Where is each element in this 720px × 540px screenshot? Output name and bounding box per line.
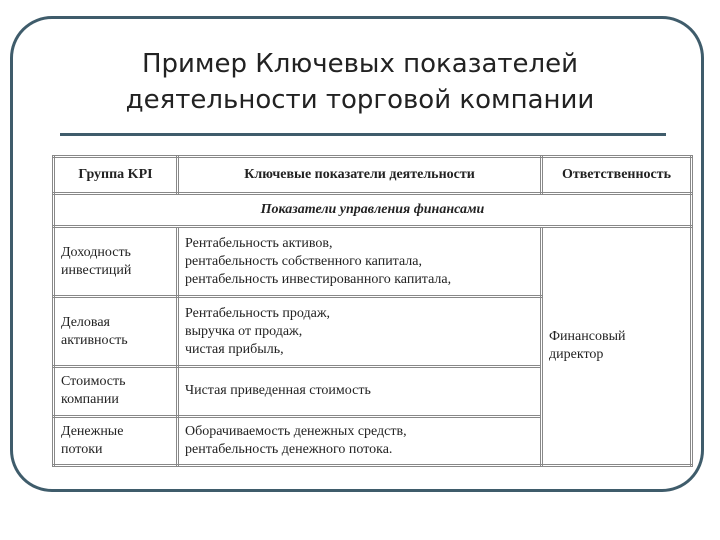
kpi-table	[52, 155, 693, 467]
kpi-group-line: компании	[61, 392, 119, 408]
responsibility-cell	[542, 227, 692, 466]
table-row	[54, 227, 692, 297]
kpi-group-cell	[54, 297, 178, 367]
responsible-line: директор	[549, 347, 604, 362]
indicator-line: рентабельность собственного капитала,	[185, 253, 423, 269]
indicator-line: Рентабельность продаж,	[185, 305, 330, 321]
indicators-cell	[178, 227, 542, 297]
kpi-group-line: Доходность	[61, 244, 131, 260]
kpi-group-cell	[54, 416, 178, 465]
kpi-group-line: Деловая	[61, 314, 110, 330]
table-header-row	[54, 157, 692, 194]
kpi-group-cell	[54, 227, 178, 297]
slide-title	[40, 46, 680, 118]
indicator-line: Рентабельность активов,	[185, 235, 333, 251]
indicator-line: рентабельность денежного потока.	[185, 441, 393, 457]
indicators-cell	[178, 297, 542, 367]
indicators-cell	[178, 416, 542, 465]
kpi-group-line: инвестиций	[61, 262, 132, 278]
indicator-line: выручка от продаж,	[185, 323, 303, 339]
kpi-group-line: Денежные	[61, 423, 124, 439]
indicators-cell	[178, 367, 542, 416]
section-row	[54, 194, 692, 227]
header-indicators: Ключевые показатели деятельности	[178, 157, 542, 194]
header-responsibility: Ответственность	[542, 157, 692, 194]
section-title: Показатели управления финансами	[54, 194, 692, 227]
title-line-2: деятельности торговой компании	[125, 85, 595, 115]
kpi-group-cell	[54, 367, 178, 416]
kpi-group-line: активность	[61, 332, 128, 348]
kpi-group-line: потоки	[61, 441, 103, 457]
indicator-line: Чистая приведенная стоимость	[185, 383, 371, 399]
title-line-1: Пример Ключевых показателей	[141, 49, 579, 79]
indicator-line: чистая прибыль,	[185, 341, 284, 357]
header-kpi-group: Группа KPI	[54, 157, 178, 194]
kpi-group-line: Стоимость	[61, 374, 126, 390]
responsible-line: Финансовый	[549, 329, 626, 344]
title-divider	[60, 133, 666, 136]
indicator-line: рентабельность инвестированного капитала,	[185, 271, 452, 287]
indicator-line: Оборачиваемость денежных средств,	[185, 423, 407, 439]
